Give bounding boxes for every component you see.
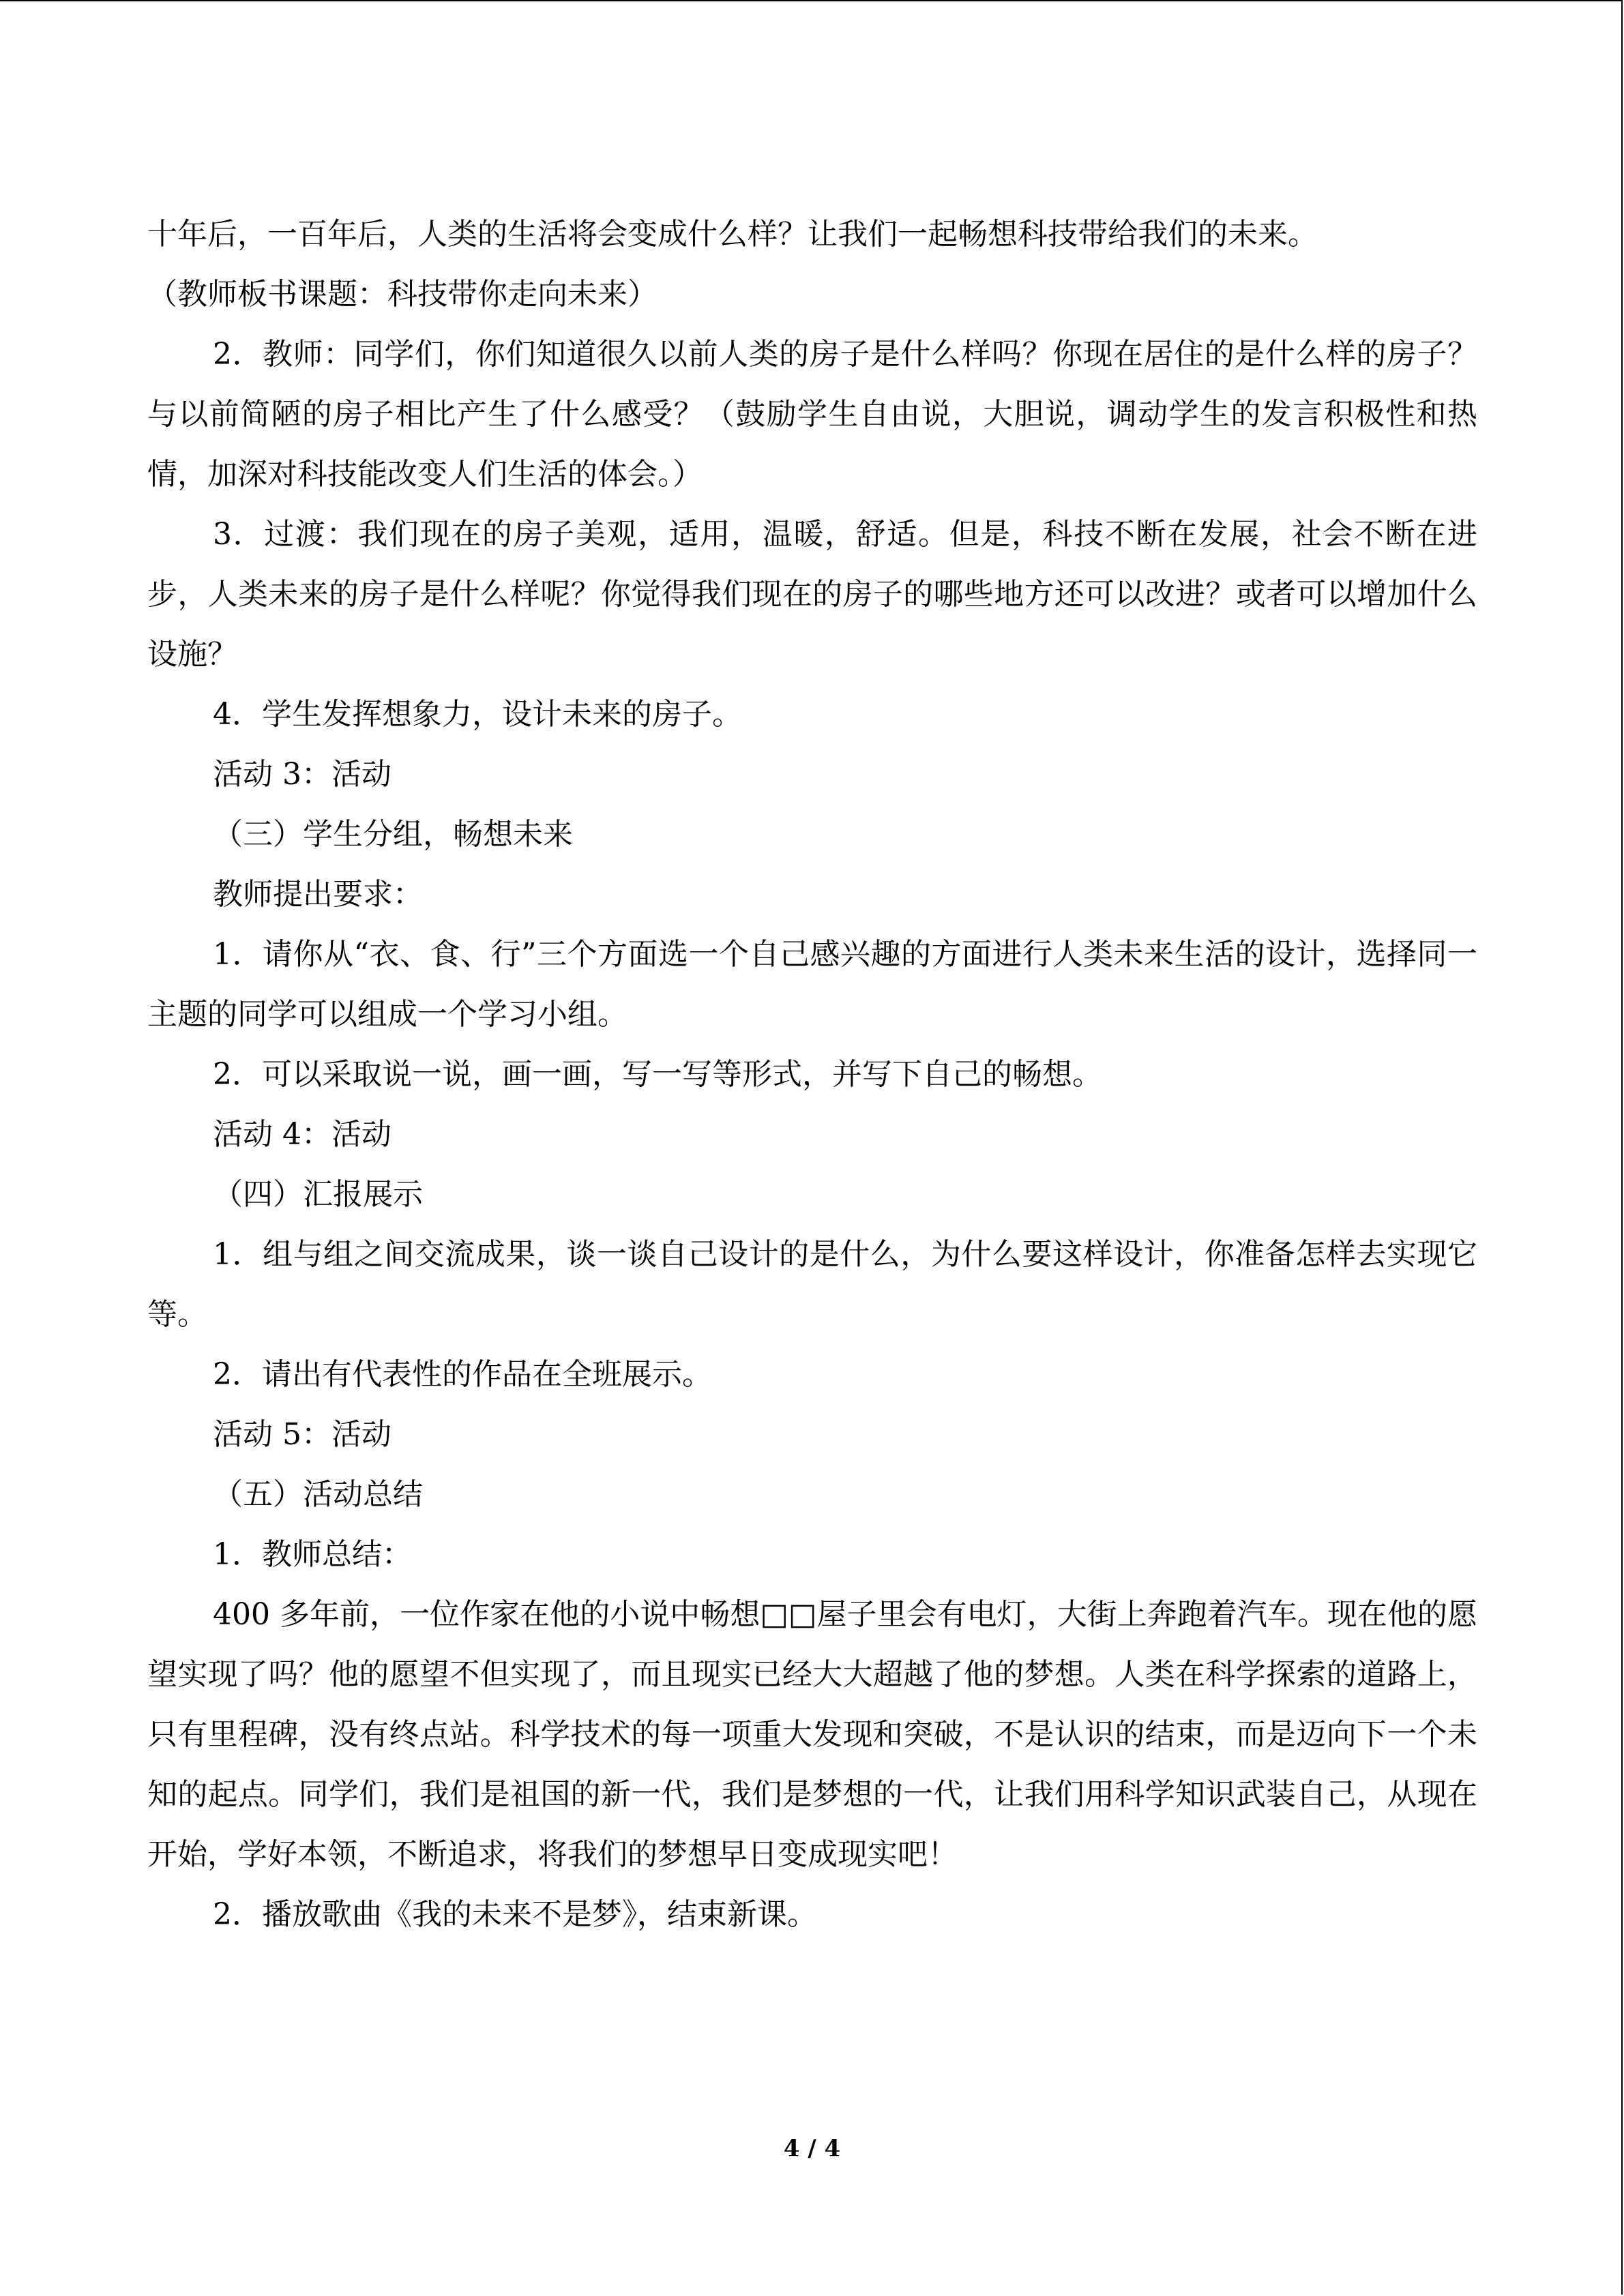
paragraph: 1．组与组之间交流成果，谈一谈自己设计的是什么，为什么要这样设计，你准备怎样去实现它等。: [147, 1237, 1477, 1332]
page-number: 4 / 4: [783, 2135, 841, 2162]
section-heading: 活动 5：活动: [213, 1417, 392, 1452]
section-heading: （三）学生分组，畅想未来: [213, 817, 573, 852]
paragraph: 400 多年前，一位作家在他的小说中畅想□□屋子里会有电灯，大街上奔跑着汽车。现在他的愿望实现了吗？他的愿望不但实现了，而且现实已经大大超越了他的梦想。人类在科学探索的道路上，只有里程碑，没有终点站。科学技术的每一项重大发现和突破，不是认识的结束，而是迈向下一个未知的起点。同学们，我们是祖国的新一代，我们是梦想的一代，让我们用科学知识武装自己，从现在开始，学好本领，不断追求，将我们的梦想早日变成现实吧！: [147, 1597, 1477, 1872]
document-body: [147, 205, 1477, 1945]
paragraph: 4．学生发挥想象力，设计未来的房子。: [213, 697, 742, 732]
section-heading: 活动 4：活动: [213, 1117, 392, 1152]
paragraph: 2．请出有代表性的作品在全班展示。: [213, 1357, 712, 1392]
paragraph: 2．教师：同学们，你们知道很久以前人类的房子是什么样吗？你现在居住的是什么样的房子？与以前简陋的房子相比产生了什么感受？（鼓励学生自由说，大胆说，调动学生的发言积极性和热情，加深对科技能改变人们生活的体会。）: [147, 337, 1477, 492]
paragraph: 3．过渡：我们现在的房子美观，适用，温暖，舒适。但是，科技不断在发展，社会不断在进步，人类未来的房子是什么样呢？你觉得我们现在的房子的哪些地方还可以改进？或者可以增加什么设施？: [147, 517, 1477, 672]
paragraph: 1．请你从“衣、食、行”三个方面选一个自己感兴趣的方面进行人类未来生活的设计，选择同一主题的同学可以组成一个学习小组。: [147, 937, 1477, 1032]
paragraph: 1．教师总结：: [213, 1537, 412, 1572]
paragraph: 教师提出要求：: [213, 877, 423, 912]
paragraph: （教师板书课题：科技带你走向未来）: [147, 277, 658, 312]
section-heading: （四）汇报展示: [213, 1177, 423, 1212]
section-heading: 活动 3：活动: [213, 757, 392, 792]
paragraph: 十年后，一百年后，人类的生活将会变成什么样？让我们一起畅想科技带给我们的未来。: [147, 217, 1318, 252]
section-heading: （五）活动总结: [213, 1477, 423, 1512]
paragraph: 2．可以采取说一说，画一画，写一写等形式，并写下自己的畅想。: [213, 1057, 1102, 1092]
paragraph: 2．播放歌曲《我的未来不是梦》，结束新课。: [213, 1897, 817, 1932]
